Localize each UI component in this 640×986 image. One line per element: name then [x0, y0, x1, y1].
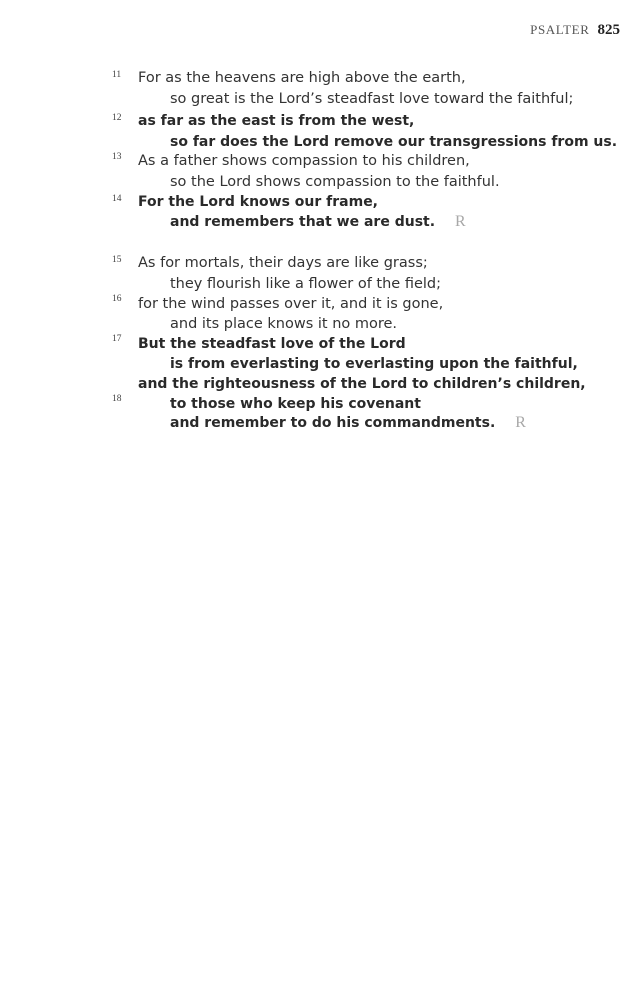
verse-number: 14: [112, 194, 122, 204]
psalm-line: But the steadfast love of the Lord: [138, 336, 406, 352]
psalm-line: so far does the Lord remove our transgressions from us.: [170, 134, 618, 150]
response-symbol: R: [455, 213, 466, 230]
psalm-line: so great is the Lord’s steadfast love toward the faithful;: [170, 91, 574, 107]
verse-number: 18: [112, 394, 122, 404]
psalm-line-text: and remembers that we are dust.: [170, 214, 436, 230]
verse-number: 17: [112, 334, 122, 344]
running-head: PSALTER: [530, 22, 590, 37]
psalm-line: For the Lord knows our frame,: [138, 194, 379, 210]
psalm-line: As for mortals, their days are like grass;: [138, 255, 428, 271]
psalm-line: As a father shows compassion to his children,: [138, 153, 470, 169]
psalm-line: and the righteousness of the Lord to children’s children,: [138, 376, 586, 392]
verse-number: 12: [112, 113, 122, 123]
verse-number: 11: [112, 70, 122, 80]
psalm-line: to those who keep his covenant: [170, 396, 421, 412]
psalm-line: and its place knows it no more.: [170, 316, 398, 332]
psalm-line: [170, 212, 466, 232]
psalm-line: for the wind passes over it, and it is gone,: [138, 296, 444, 312]
verse-number: 15: [112, 255, 122, 265]
psalm-line: so the Lord shows compassion to the faithful.: [170, 174, 500, 190]
psalm-line: is from everlasting to everlasting upon the faithful,: [170, 356, 578, 372]
verse-number: 16: [112, 294, 122, 304]
psalm-line: as far as the east is from the west,: [138, 113, 415, 129]
psalm-line: [170, 413, 526, 433]
page-header: [530, 22, 620, 39]
response-symbol: R: [515, 414, 526, 431]
psalm-line: they flourish like a flower of the field;: [170, 276, 442, 292]
page-number: 825: [597, 22, 620, 38]
psalm-line-text: and remember to do his commandments.: [170, 415, 496, 431]
psalm-line: For as the heavens are high above the earth,: [138, 70, 466, 86]
verse-number: 13: [112, 152, 122, 162]
